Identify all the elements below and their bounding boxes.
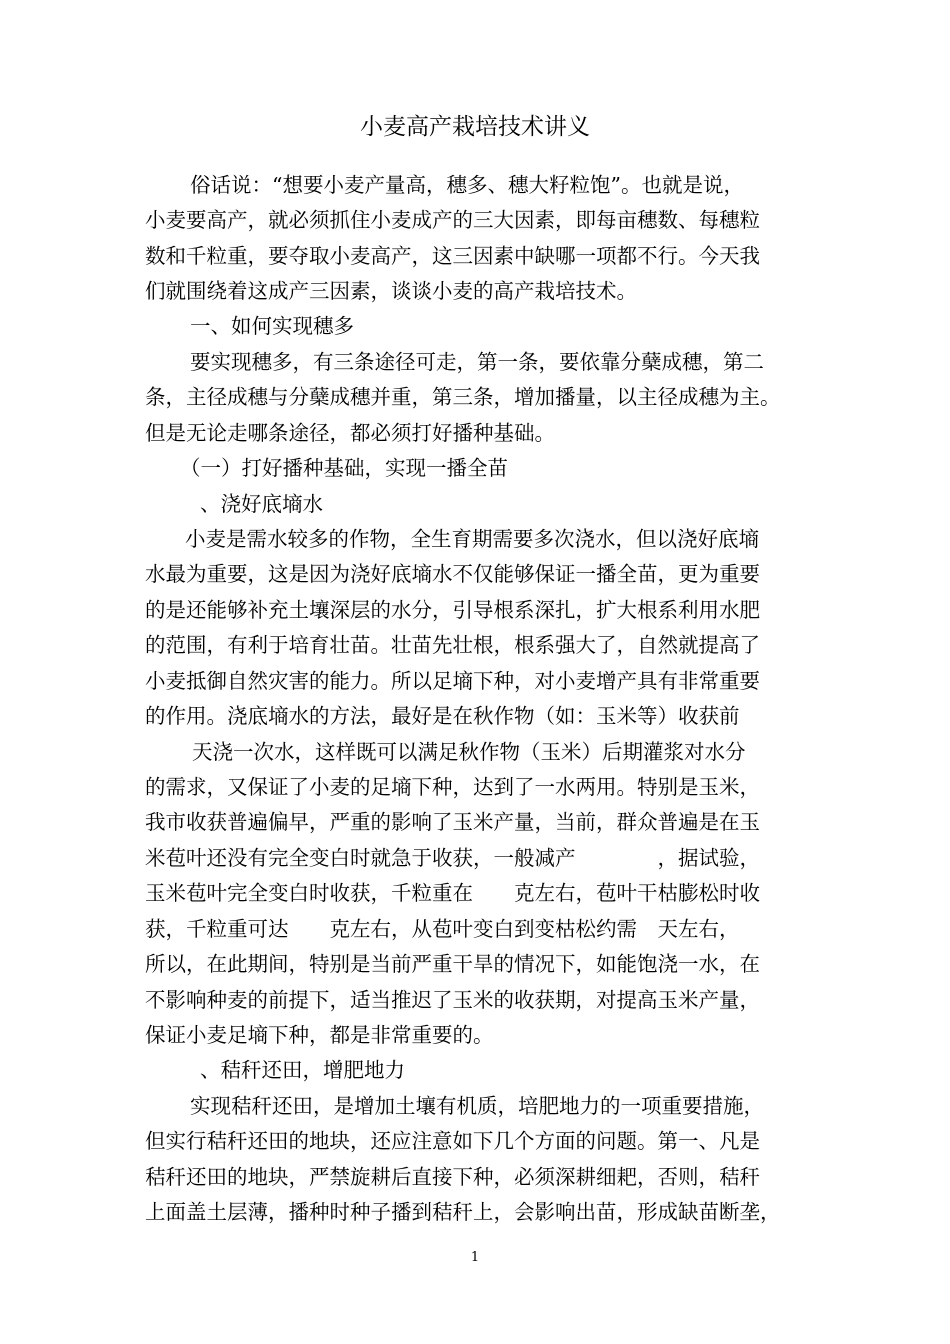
text-line: 的需求，又保证了小麦的足墒下种，达到了一水两用。特别是玉米， — [145, 775, 760, 799]
text-line: 小麦是需水较多的作物，全生育期需要多次浇水，但以浇好底墒 — [185, 527, 759, 551]
text-line: 水最为重要，这是因为浇好底墒水不仅能够保证一播全苗，更为重要 — [145, 562, 760, 586]
text-line: 米苞叶还没有完全变白时就急于收获，一般减产 ，据试验， — [145, 846, 760, 870]
item-heading: 、秸秆还田，增肥地力 — [200, 1058, 405, 1082]
text-line: 们就围绕着这成产三因素，谈谈小麦的高产栽培技术。 — [145, 279, 637, 303]
text-line: 的作用。浇底墒水的方法，最好是在秋作物（如：玉米等）收获前 — [145, 704, 740, 728]
text-line: 天浇一次水，这样既可以满足秋作物（玉米）后期灌浆对水分 — [192, 740, 746, 764]
text-line: 保证小麦足墒下种，都是非常重要的。 — [145, 1023, 494, 1047]
text-line: 我市收获普遍偏早，严重的影响了玉米产量，当前，群众普遍是在玉 — [145, 810, 760, 834]
text-line: 但实行秸秆还田的地块，还应注意如下几个方面的问题。第一、凡是 — [145, 1129, 760, 1153]
text-line: 条，主径成穗与分蘖成穗并重，第三条，增加播量，以主径成穗为主。 — [145, 385, 781, 409]
text-line: 的范围，有利于培育壮苗。壮苗先壮根，根系强大了，自然就提高了 — [145, 633, 760, 657]
text-line: 上面盖土层薄，播种时种子播到秸秆上，会影响出苗，形成缺苗断垄， — [145, 1200, 781, 1224]
text-line: 俗话说：“想要小麦产量高，穗多、穗大籽粒饱”。也就是说， — [190, 173, 744, 197]
section-heading: 一、如何实现穗多 — [190, 314, 354, 338]
text-line: 数和千粒重，要夺取小麦高产，这三因素中缺哪一项都不行。今天我 — [145, 244, 760, 268]
text-line: 所以，在此期间，特别是当前严重干旱的情况下，如能饱浇一水，在 — [145, 952, 760, 976]
text-line: 要实现穗多，有三条途径可走，第一条，要依靠分蘖成穗，第二 — [190, 350, 764, 374]
subsection-heading: （一）打好播种基础，实现一播全苗 — [180, 456, 508, 480]
text-line: 小麦抵御自然灾害的能力。所以足墒下种，对小麦增产具有非常重要 — [145, 669, 760, 693]
document-title: 小麦高产栽培技术讲义 — [360, 114, 590, 140]
text-line: 实现秸秆还田，是增加土壤有机质，培肥地力的一项重要措施， — [190, 1094, 764, 1118]
text-line: 秸秆还田的地块，严禁旋耕后直接下种，必须深耕细耙，否则，秸秆 — [145, 1165, 760, 1189]
page-number: 1 — [470, 1250, 480, 1265]
text-line: 的是还能够补充土壤深层的水分，引导根系深扎，扩大根系利用水肥 — [145, 598, 760, 622]
text-line: 不影响种麦的前提下，适当推迟了玉米的收获期，对提高玉米产量， — [145, 988, 760, 1012]
text-line: 玉米苞叶完全变白时收获，千粒重在 克左右，苞叶干枯膨松时收 — [145, 881, 760, 905]
text-line: 获，千粒重可达 克左右，从苞叶变白到变枯松约需 天左右， — [145, 917, 740, 941]
text-line: 小麦要高产，就必须抓住小麦成产的三大因素，即每亩穗数、每穗粒 — [145, 208, 760, 232]
item-heading: 、浇好底墒水 — [200, 492, 323, 516]
text-line: 但是无论走哪条途径，都必须打好播种基础。 — [145, 421, 555, 445]
